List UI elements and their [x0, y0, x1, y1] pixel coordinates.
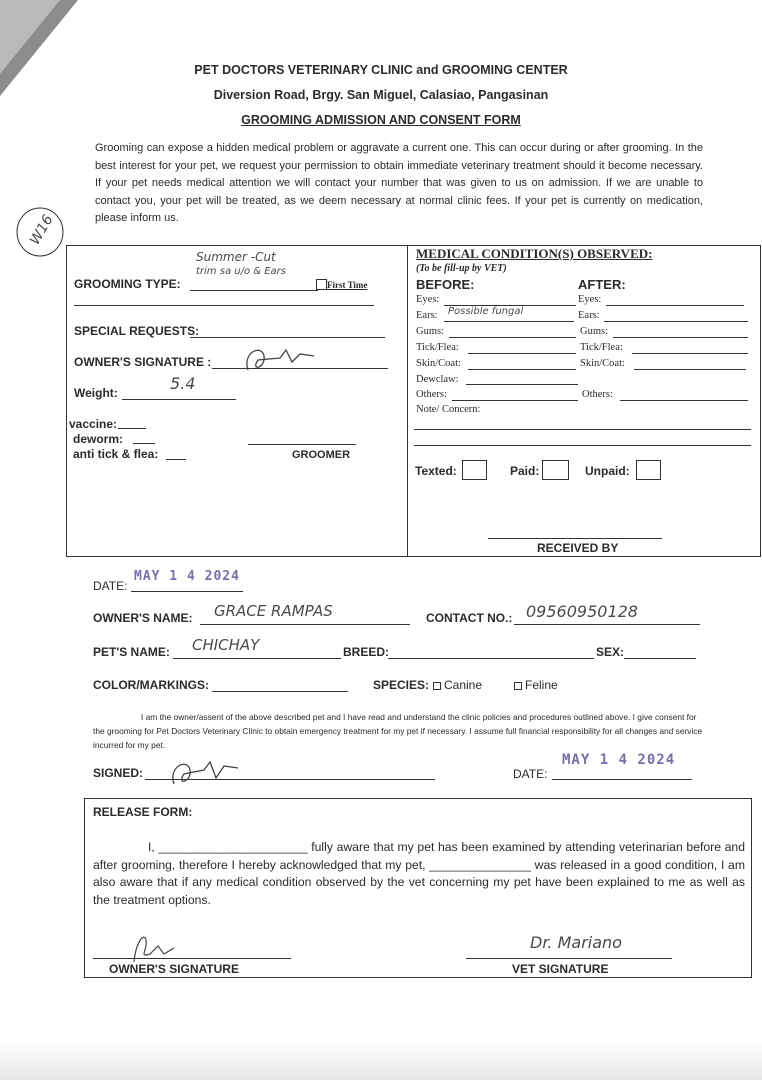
eyes-before-label: Eyes:: [416, 294, 440, 305]
medical-condition-title: MEDICAL CONDITION(S) OBSERVED:: [416, 246, 653, 261]
feline-text: Feline: [525, 678, 558, 692]
others-before-field[interactable]: [452, 400, 578, 401]
others-before-label: Others:: [416, 389, 447, 400]
species-label: SPECIES:: [373, 678, 430, 692]
ears-before-value: Possible fungal: [448, 306, 524, 317]
contact-label: CONTACT NO.:: [426, 611, 513, 625]
owner-signature-scribble: [240, 342, 320, 378]
release-form-title: RELEASE FORM:: [93, 805, 193, 819]
weight-field[interactable]: [122, 399, 236, 400]
others-after-field[interactable]: [620, 400, 748, 401]
admission-box: [66, 245, 761, 557]
intro-paragraph: Grooming can expose a hidden medical problem or aggravate a current one. This can occur during or after grooming. In the best interest for your pet, we request your permission to obtain immediate veterinary treatment should it become necessary. If your pet needs medical attention we will contact your number that was given to us on admission. If we are unable to contact you, your pet will be treated, as we deem necessary at normal clinic fees. If your pet is currently on medication, please inform us.: [95, 142, 703, 224]
feline-checkbox[interactable]: [514, 682, 522, 690]
owner-release-signature-label: OWNER'S SIGNATURE: [109, 962, 239, 976]
gums-after-field[interactable]: [613, 337, 748, 338]
sex-label: SEX:: [596, 645, 625, 659]
pet-name-label: PET'S NAME:: [93, 645, 170, 659]
note-line-1[interactable]: [414, 429, 751, 430]
eyes-after-field[interactable]: [606, 305, 744, 306]
date-field[interactable]: [131, 591, 243, 592]
gums-after-label: Gums:: [580, 326, 609, 337]
panel-divider: [407, 245, 408, 556]
gums-before-field[interactable]: [449, 337, 576, 338]
vaccine-label: vaccine:: [69, 417, 118, 431]
before-label: BEFORE:: [416, 277, 475, 292]
skincoat-after-label: Skin/Coat:: [580, 358, 625, 369]
antitick-field[interactable]: [166, 459, 186, 460]
dewclaw-label: Dewclaw:: [416, 374, 459, 385]
dewclaw-field[interactable]: [466, 384, 578, 385]
clinic-address: Diversion Road, Brgy. San Miguel, Calasiao, Pangasinan: [213, 88, 549, 102]
vet-signature: Dr. Mariano: [530, 933, 622, 952]
tickflea-after-field[interactable]: [632, 353, 748, 354]
release-paragraph: I, ______________________ fully aware that my pet has been examined by attending veterinarian before and after grooming, therefore I hereby acknowledged that my pet, _______________ was released in a good condition, I am also aware that if any medical condition observed by the vet concerning my pet have been explained to me as well as the treatment options.: [93, 840, 745, 907]
texted-label: Texted:: [415, 464, 457, 478]
clinic-name: PET DOCTORS VETERINARY CLINIC and GROOMING CENTER: [194, 63, 568, 77]
owner-name-field[interactable]: [200, 624, 410, 625]
paid-label: Paid:: [510, 464, 540, 478]
signed-label: SIGNED:: [93, 766, 144, 780]
ears-before-field[interactable]: [444, 321, 574, 322]
color-markings-field[interactable]: [212, 691, 348, 692]
date-label: DATE:: [93, 579, 128, 593]
tickflea-before-label: Tick/Flea:: [416, 342, 459, 353]
breed-field[interactable]: [388, 658, 594, 659]
note-concern-label: Note/ Concern:: [416, 404, 481, 415]
signed-date-field[interactable]: [552, 779, 692, 780]
scan-shadow: [0, 1040, 762, 1080]
skincoat-before-label: Skin/Coat:: [416, 358, 461, 369]
after-label: AFTER:: [578, 277, 626, 292]
owner-name-label: OWNER'S NAME:: [93, 611, 193, 625]
weight-value: 5.4: [170, 374, 196, 393]
owner-name-value: GRACE RAMPAS: [214, 602, 333, 620]
grooming-type-hw-1: Summer -Cut: [196, 250, 276, 264]
groomer-line[interactable]: [248, 444, 356, 445]
canine-checkbox[interactable]: [433, 682, 441, 690]
owner-release-signature-field[interactable]: [93, 958, 291, 959]
medical-condition-subtitle: (To be fill-up by VET): [416, 263, 507, 274]
canine-option[interactable]: [430, 678, 482, 692]
vaccine-field[interactable]: [118, 428, 146, 429]
received-by-label: RECEIVED BY: [537, 541, 619, 555]
grooming-type-line[interactable]: [190, 290, 318, 291]
signed-date-label: DATE:: [513, 767, 548, 781]
others-after-label: Others:: [582, 389, 613, 400]
groomer-label: GROOMER: [292, 449, 351, 461]
color-markings-label: COLOR/MARKINGS:: [93, 678, 209, 692]
feline-option[interactable]: [511, 678, 558, 692]
tickflea-before-field[interactable]: [468, 353, 576, 354]
page-fold-corner: [0, 0, 80, 100]
contact-field[interactable]: [514, 624, 700, 625]
margin-note: W16: [26, 212, 57, 248]
deworm-field[interactable]: [133, 443, 155, 444]
signed-signature-scribble: [166, 756, 246, 792]
pet-name-field[interactable]: [173, 658, 341, 659]
ears-before-label: Ears:: [416, 310, 438, 321]
received-by-line[interactable]: [488, 538, 662, 539]
unpaid-checkbox[interactable]: [636, 460, 661, 480]
vet-signature-field[interactable]: [466, 958, 672, 959]
unpaid-label: Unpaid:: [585, 464, 630, 478]
consent-paragraph: I am the owner/assent of the above described pet and I have read and understand the clinic policies and procedures outlined above. I give consent for the grooming for Pet Doctors Veterinary Clinic to obtain emergency treatment for my pet if necessary. I assume full financial responsibility for all changes and service incurred for my pet.: [93, 712, 703, 750]
pet-name-value: CHICHAY: [192, 636, 260, 654]
grooming-type-hw-2: trim sa u/o & Ears: [196, 266, 286, 277]
special-requests-field[interactable]: [190, 337, 385, 338]
ears-after-label: Ears:: [578, 310, 600, 321]
form-title: GROOMING ADMISSION AND CONSENT FORM: [241, 113, 521, 127]
first-time-checkbox[interactable]: [316, 279, 327, 290]
tickflea-after-label: Tick/Flea:: [580, 342, 623, 353]
deworm-label: deworm:: [73, 432, 124, 446]
special-requests-label: SPECIAL REQUESTS:: [74, 324, 200, 338]
grooming-type-line-2: [74, 305, 374, 306]
skincoat-before-field[interactable]: [468, 369, 576, 370]
texted-checkbox[interactable]: [462, 460, 487, 480]
antitick-label: anti tick & flea:: [73, 447, 159, 461]
signed-date-stamp: MAY 1 4 2024: [562, 752, 676, 768]
sex-field[interactable]: [624, 658, 696, 659]
vet-signature-label: VET SIGNATURE: [512, 962, 609, 976]
weight-label: Weight:: [74, 386, 118, 400]
gums-before-label: Gums:: [416, 326, 445, 337]
grooming-type-label: GROOMING TYPE:: [74, 277, 181, 291]
owner-signature-label: OWNER'S SIGNATURE :: [74, 355, 212, 369]
skincoat-after-field[interactable]: [634, 369, 746, 370]
canine-text: Canine: [444, 678, 483, 692]
contact-value: 09560950128: [526, 602, 638, 621]
first-time-label: First Time: [327, 280, 368, 290]
ears-after-field[interactable]: [604, 321, 748, 322]
paid-checkbox[interactable]: [542, 460, 569, 480]
note-line-2[interactable]: [414, 445, 751, 446]
eyes-after-label: Eyes:: [578, 294, 602, 305]
date-stamp: MAY 1 4 2024: [134, 569, 240, 584]
breed-label: BREED:: [343, 645, 390, 659]
